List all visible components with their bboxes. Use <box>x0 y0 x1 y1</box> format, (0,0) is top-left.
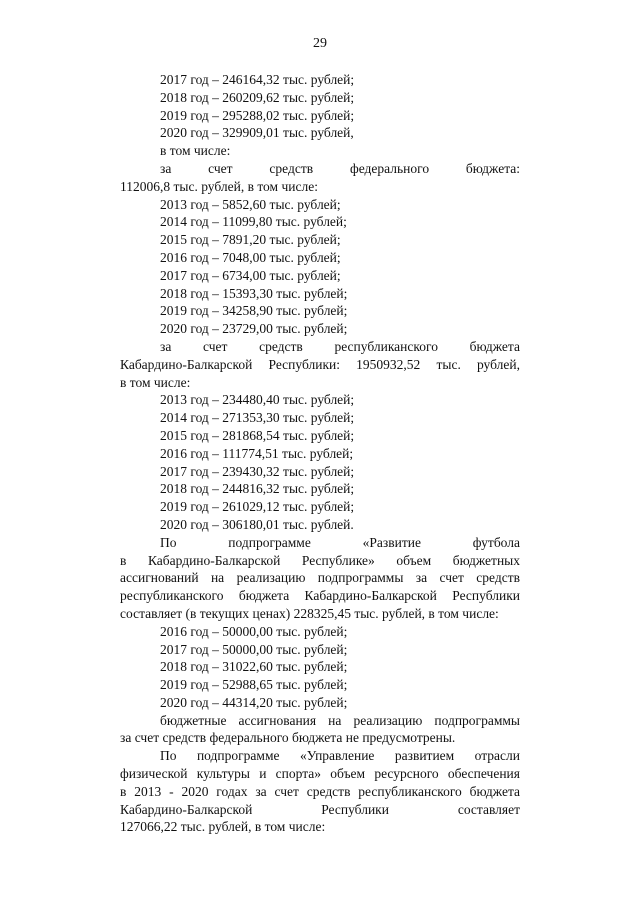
text-line: физической культуры и спорта» объем ресурсного обеспечения <box>120 766 520 782</box>
text-line: за счет средств республиканского бюджета <box>160 338 520 354</box>
text-line: 2018 год – 15393,30 тыс. рублей; <box>160 285 348 301</box>
text-line: составляет (в текущих ценах) 228325,45 тыс. рублей, в том числе: <box>120 605 499 621</box>
text-line: Кабардино-Балкарской Республики составляет <box>120 801 520 817</box>
text-line: 2020 год – 44314,20 тыс. рублей; <box>160 694 348 710</box>
text-line: за счет средств федерального бюджета: <box>160 160 520 176</box>
text-line: 2015 год – 281868,54 тыс. рублей; <box>160 427 355 443</box>
text-line: в том числе: <box>160 143 231 159</box>
text-line: 2019 год – 261029,12 тыс. рублей; <box>160 499 355 515</box>
text-line: в 2013 - 2020 годах за счет средств республиканского бюджета <box>120 783 520 799</box>
text-line: 2017 год – 246164,32 тыс. рублей; <box>160 72 355 87</box>
text-line: Кабардино-Балкарской Республики: 1950932,52 тыс. рублей, <box>120 356 520 372</box>
text-line: республиканского бюджета Кабардино-Балкарской Республики <box>120 588 520 604</box>
text-line: 2015 год – 7891,20 тыс. рублей; <box>160 232 341 248</box>
text-line: По подпрограмме «Управление развитием отрасли <box>160 748 520 764</box>
text-line: 2018 год – 244816,32 тыс. рублей; <box>160 481 355 497</box>
text-line: 2014 год – 11099,80 тыс. рублей; <box>160 214 347 230</box>
text-line: 2018 год – 31022,60 тыс. рублей; <box>160 659 348 675</box>
text-line: в том числе: <box>120 374 191 390</box>
text-line: 2016 год – 111774,51 тыс. рублей; <box>160 445 354 461</box>
text-line: 127066,22 тыс. рублей, в том числе: <box>120 819 326 835</box>
text-line: 2019 год – 52988,65 тыс. рублей; <box>160 677 348 693</box>
text-line: 2016 год – 50000,00 тыс. рублей; <box>160 623 348 639</box>
text-line: бюджетные ассигнования на реализацию подпрограммы <box>160 712 520 728</box>
text-line: 2013 год – 5852,60 тыс. рублей; <box>160 196 341 212</box>
text-line: 2020 год – 329909,01 тыс. рублей, <box>160 125 354 141</box>
text-line: в Кабардино-Балкарской Республике» объем бюджетных <box>120 552 520 568</box>
page-number: 29 <box>313 36 327 51</box>
text-line: 2013 год – 234480,40 тыс. рублей; <box>160 392 355 408</box>
text-line: 2020 год – 306180,01 тыс. рублей. <box>160 516 354 532</box>
text-line: 112006,8 тыс. рублей, в том числе: <box>120 178 318 194</box>
document-body <box>120 71 520 836</box>
text-line: за счет средств федерального бюджета не предусмотрены. <box>120 730 456 746</box>
text-line: 2017 год – 239430,32 тыс. рублей; <box>160 463 355 479</box>
text-line: По подпрограмме «Развитие футбола <box>160 534 520 550</box>
text-line: 2017 год – 50000,00 тыс. рублей; <box>160 641 348 657</box>
text-line: 2019 год – 295288,02 тыс. рублей; <box>160 107 355 123</box>
text-line: 2017 год – 6734,00 тыс. рублей; <box>160 267 341 283</box>
text-line: 2019 год – 34258,90 тыс. рублей; <box>160 303 348 319</box>
text-line: 2016 год – 7048,00 тыс. рублей; <box>160 249 341 265</box>
text-line: ассигнований на реализацию подпрограммы за счет средств <box>120 570 520 586</box>
text-line: 2014 год – 271353,30 тыс. рублей; <box>160 410 355 426</box>
text-line: 2020 год – 23729,00 тыс. рублей; <box>160 321 348 337</box>
text-line: 2018 год – 260209,62 тыс. рублей; <box>160 89 355 105</box>
